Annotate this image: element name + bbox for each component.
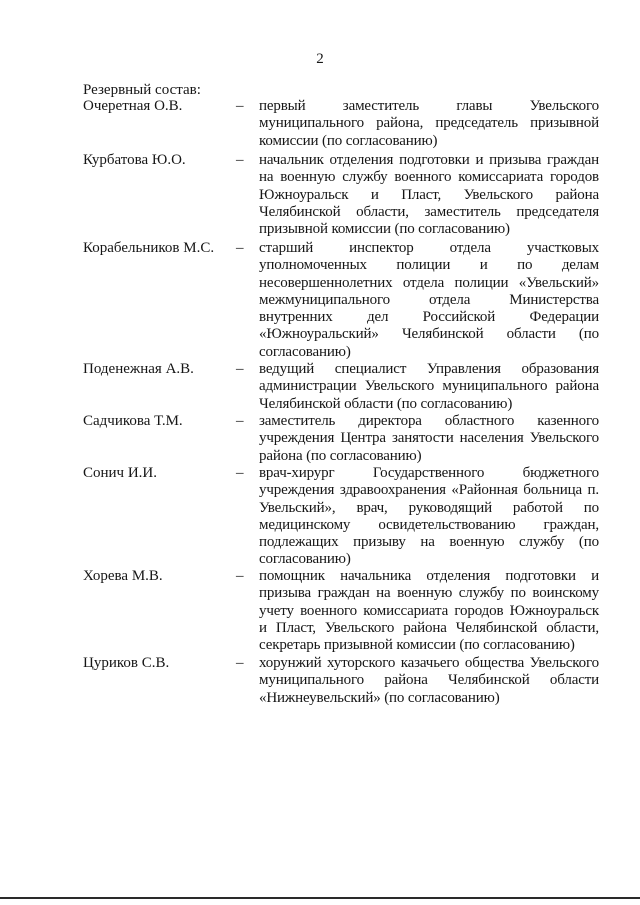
member-dash: –: [236, 568, 244, 584]
member-role: помощник начальника отделения подготовки и призыва граждан на военную службу по воинскому учету военного комиссариата городов Южноуральск и Пласт, Увельского района Челябинской области, секретарь призывной комиссии (по согласованию): [259, 568, 599, 654]
member-name: Курбатова Ю.О.: [83, 152, 186, 168]
member-name: Цуриков С.В.: [83, 655, 170, 671]
member-dash: –: [236, 465, 244, 481]
member-role: врач-хирург Государственного бюджетного учреждения здравоохранения «Районная больница п. Увельский», врач, руководящий работой по медицинскому освидетельствованию граждан, подлежащих призыву на военную службу (по согласованию): [259, 465, 599, 568]
page-number: 2: [316, 51, 324, 67]
member-name: Корабельников М.С.: [83, 240, 215, 256]
member-name: Поденежная А.В.: [83, 361, 194, 377]
member-dash: –: [236, 655, 244, 671]
member-role: хорунжий хуторского казачьего общества Увельского муниципального района Челябинской области «Нижнеувельский» (по согласованию): [259, 655, 599, 706]
member-dash: –: [236, 413, 244, 429]
member-name: Сонич И.И.: [83, 465, 158, 481]
member-role: ведущий специалист Управления образования администрации Увельского муниципального района Челябинской области (по согласованию): [259, 361, 599, 412]
member-dash: –: [236, 361, 244, 377]
member-role: старший инспектор отдела участковых уполномоченных полиции и по делам несовершеннолетних отдела полиции «Увельский» межмуниципального отдела Министерства внутренних дел Российской Федерации «Южноуральский» Челябинской области (по согласованию): [259, 240, 599, 360]
member-role: первый заместитель главы Увельского муниципального района, председатель призывной комиссии (по согласованию): [259, 98, 599, 149]
member-dash: –: [236, 98, 244, 114]
scan-edge-line: [0, 897, 640, 899]
member-role: заместитель директора областного казенного учреждения Центра занятости населения Увельского района (по согласованию): [259, 413, 599, 464]
member-dash: –: [236, 240, 244, 256]
member-role: начальник отделения подготовки и призыва граждан на военную службу военного комиссариата городов Южноуральск и Пласт, Увельского района Челябинской области, заместитель председателя призывной комиссии (по согласованию): [259, 152, 599, 238]
member-name: Очеретная О.В.: [83, 98, 183, 114]
member-dash: –: [236, 152, 244, 168]
member-name: Садчикова Т.М.: [83, 413, 183, 429]
section-heading: Резервный состав:: [83, 82, 201, 98]
member-name: Хорева М.В.: [83, 568, 163, 584]
